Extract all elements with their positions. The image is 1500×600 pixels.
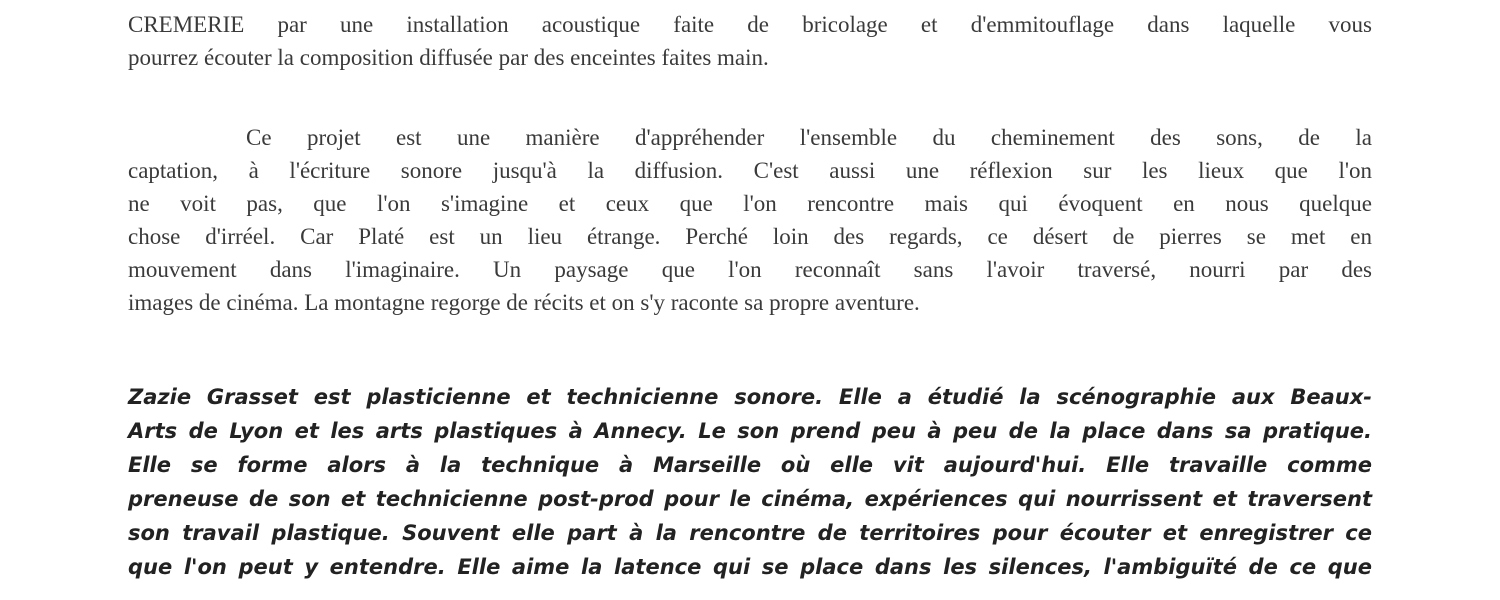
text-line: ne voit pas, que l'on s'imagine et ceux que l'on rencontre mais qui évoquent en nous quelque — [128, 191, 1372, 216]
text-line: preneuse de son et technicienne post-prod pour le cinéma, expériences qui nourrissent et traversent — [128, 487, 1372, 511]
text-line-indented — [128, 121, 1372, 154]
text-line: pourrez écouter la composition diffusée par des enceintes faites main. — [128, 45, 769, 70]
text-line: son travail plastique. Souvent elle part à la rencontre de territoires pour écouter et enregistrer ce — [128, 521, 1372, 545]
text-line: CREMERIE par une installation acoustique faite de bricolage et d'emmitouflage dans laquelle vous — [128, 12, 1372, 37]
paragraph-biography — [128, 380, 1372, 584]
text-line: images de cinéma. La montagne regorge de récits et on s'y raconte sa propre aventure. — [128, 290, 920, 315]
text-line: Arts de Lyon et les arts plastiques à Annecy. Le son prend peu à peu de la place dans sa pratique. — [128, 419, 1372, 443]
text-line: que l'on peut y entendre. Elle aime la latence qui se place dans les silences, l'ambiguïté de ce que — [128, 555, 1372, 579]
text-line: chose d'irréel. Car Platé est un lieu étrange. Perché loin des regards, ce désert de pierres se met en — [128, 224, 1372, 249]
text-line: Zazie Grasset est plasticienne et technicienne sonore. Elle a étudié la scénographie aux Beaux- — [128, 385, 1372, 409]
text-line: Elle se forme alors à la technique à Marseille où elle vit aujourd'hui. Elle travaille comme — [128, 453, 1372, 477]
text-line-content: Ce projet est une manière d'appréhender l'ensemble du cheminement des sons, de la — [246, 125, 1372, 150]
text-line: captation, à l'écriture sonore jusqu'à la diffusion. C'est aussi une réflexion sur les lieux que l'on — [128, 158, 1372, 183]
text-line: mouvement dans l'imaginaire. Un paysage que l'on reconnaît sans l'avoir traversé, nourri par des — [128, 257, 1372, 282]
paragraph-installation — [128, 8, 1372, 74]
paragraph-project — [128, 121, 1372, 319]
